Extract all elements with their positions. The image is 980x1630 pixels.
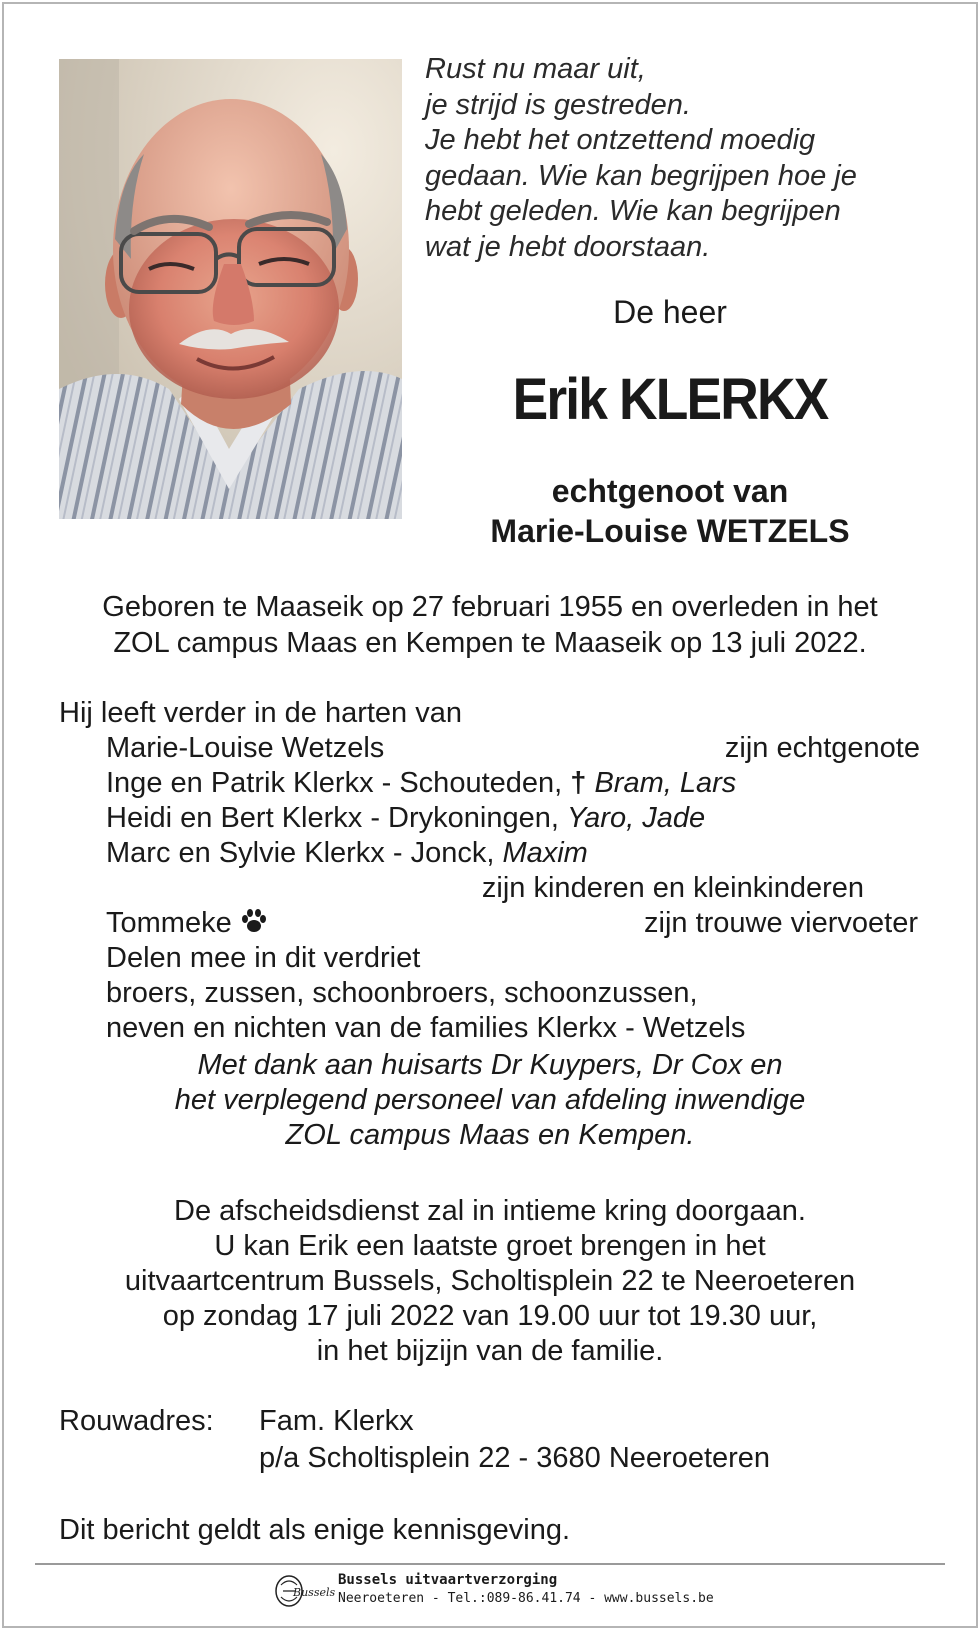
notice-statement: Dit bericht geldt als enige kennisgeving. [59, 1514, 571, 1546]
service-line: De afscheidsdienst zal in intieme kring doorgaan. [174, 1195, 806, 1227]
spouse-name: Marie-Louise Wetzels [106, 732, 385, 764]
share-intro: Delen mee in dit verdriet [106, 942, 421, 974]
cross-icon: † [570, 767, 587, 799]
child-names: Marc en Sylvie Klerkx - Jonck, [106, 837, 495, 869]
poem-line: je strijd is gestreden. [425, 88, 691, 121]
deceased-name: Erik KLERKX [512, 367, 828, 432]
pet-name: Tommeke [106, 907, 232, 939]
spouse-block [425, 471, 915, 551]
thanks-line: ZOL campus Maas en Kempen. [285, 1119, 695, 1151]
child-line [106, 837, 588, 870]
grandchildren: Maxim [502, 837, 588, 869]
service-block [40, 1194, 940, 1369]
poem-line: wat je hebt doorstaan. [425, 230, 711, 263]
poem-line: Rust nu maar uit, [425, 53, 646, 85]
child-names: Inge en Patrik Klerkx - Schouteden, [106, 767, 563, 799]
poem-line: hebt geleden. Wie kan begrijpen [425, 195, 841, 227]
birth-death-info [40, 589, 940, 661]
bussels-logo [273, 1571, 336, 1611]
spouse-line-2: Marie-Louise WETZELS [490, 513, 850, 549]
grandchildren: Bram, Lars [594, 767, 737, 799]
pet-line [106, 907, 268, 943]
survivors-intro: Hij leeft verder in de harten van [59, 697, 462, 729]
portrait-photo [59, 59, 402, 519]
paw-icon [240, 907, 268, 943]
address-label: Rouwadres: [59, 1405, 214, 1437]
service-line: op zondag 17 juli 2022 van 19.00 uur tot 19.30 uur, [162, 1300, 818, 1332]
thanks-line: het verplegend personeel van afdeling inwendige [174, 1084, 806, 1116]
child-line [106, 767, 736, 800]
grandchildren: Yaro, Jade [566, 802, 706, 834]
company-name: Bussels uitvaartverzorging [338, 1572, 558, 1588]
logo-text: Bussels [293, 1586, 336, 1599]
address-line-2: p/a Scholtisplein 22 - 3680 Neeroeteren [259, 1442, 771, 1474]
address-line-1: Fam. Klerkx [259, 1405, 414, 1437]
spouse-line-1: echtgenoot van [551, 473, 789, 509]
thanks-line: Met dank aan huisarts Dr Kuypers, Dr Cox en [197, 1049, 783, 1081]
birth-line-1: Geboren te Maaseik op 27 februari 1955 en overleden in het [102, 591, 878, 623]
company-contact: Neeroeteren - Tel.:089-86.41.74 - www.bussels.be [338, 1591, 714, 1606]
salutation: De heer [613, 294, 727, 330]
children-role: zijn kinderen en kleinkinderen [481, 872, 864, 904]
family-line-1: broers, zussen, schoonbroers, schoonzussen, [106, 977, 698, 1009]
poem-line: Je hebt het ontzettend moedig [425, 124, 816, 156]
family-line-2: neven en nichten van de families Klerkx - Wetzels [106, 1012, 746, 1044]
spouse-role: zijn echtgenote [724, 732, 920, 764]
thanks-block [40, 1048, 940, 1153]
pet-role: zijn trouwe viervoeter [644, 907, 918, 939]
child-line [106, 802, 705, 835]
service-line: U kan Erik een laatste groet brengen in het [214, 1230, 766, 1262]
child-names: Heidi en Bert Klerkx - Drykoningen, [106, 802, 559, 834]
footer-divider [35, 1563, 945, 1565]
birth-line-2: ZOL campus Maas en Kempen te Maaseik op 13 juli 2022. [113, 627, 867, 659]
poem-line: gedaan. Wie kan begrijpen hoe je [425, 159, 857, 192]
service-line: uitvaartcentrum Bussels, Scholtisplein 22 te Neeroeteren [124, 1265, 856, 1297]
poem [425, 52, 945, 265]
service-line: in het bijzijn van de familie. [316, 1335, 664, 1367]
